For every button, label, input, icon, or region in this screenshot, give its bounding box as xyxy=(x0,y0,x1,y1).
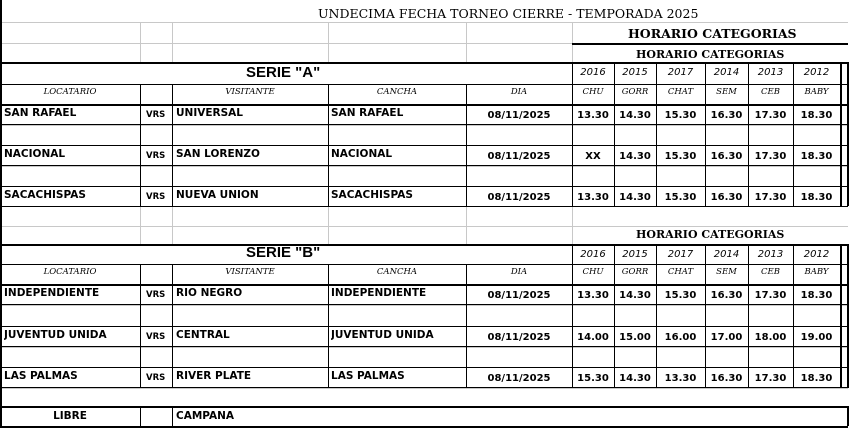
match-time: 17.30 xyxy=(754,373,787,384)
match-time: 17.30 xyxy=(754,192,787,203)
grid-line xyxy=(140,406,141,426)
col-header-locatario: LOCATARIO xyxy=(43,87,97,97)
match-field: INDEPENDIENTE xyxy=(331,287,427,299)
match-home-team: SACACHISPAS xyxy=(4,189,86,201)
grid-line xyxy=(840,244,842,264)
match-time: 13.30 xyxy=(664,373,697,384)
match-time: 18.30 xyxy=(800,151,833,162)
match-time: 14.30 xyxy=(619,192,651,203)
sheet-title: UNDECIMA FECHA TORNEO CIERRE - TEMPORADA 2025 xyxy=(318,6,699,21)
grid-line xyxy=(172,206,173,244)
grid-line xyxy=(0,388,848,389)
category-name: CHAT xyxy=(667,87,694,97)
match-vs: VRS xyxy=(146,373,166,383)
match-field: NACIONAL xyxy=(331,148,393,160)
category-year: 2016 xyxy=(580,67,606,78)
match-vs: VRS xyxy=(146,151,166,161)
match-vs: VRS xyxy=(146,290,166,300)
grid-line xyxy=(847,62,849,206)
match-time: 13.30 xyxy=(577,110,609,121)
grid-line xyxy=(0,426,848,428)
match-home-team: LAS PALMAS xyxy=(4,370,78,382)
category-name: CEB xyxy=(761,267,780,277)
grid-line xyxy=(0,84,848,85)
grid-line xyxy=(328,22,329,62)
match-date: 08/11/2025 xyxy=(487,151,551,162)
category-year: 2012 xyxy=(803,249,830,260)
category-name: SEM xyxy=(716,267,737,277)
col-header-cancha: CANCHA xyxy=(376,267,418,277)
grid-line xyxy=(0,347,848,348)
category-year: 2013 xyxy=(757,249,784,260)
match-time: 15.00 xyxy=(619,332,651,343)
match-time: 14.00 xyxy=(577,332,609,343)
match-away-team: RIVER PLATE xyxy=(176,370,252,382)
category-name: BABY xyxy=(804,267,829,277)
match-time: 16.30 xyxy=(710,290,743,301)
category-name: CHAT xyxy=(667,267,694,277)
horario-label: HORARIO CATEGORIAS xyxy=(636,48,785,61)
horario-main-label: HORARIO CATEGORIAS xyxy=(628,26,797,41)
category-year: 2015 xyxy=(622,249,648,260)
grid-line xyxy=(172,22,173,62)
libre-team: CAMPANA xyxy=(176,410,235,422)
match-vs: VRS xyxy=(146,192,166,202)
grid-line xyxy=(0,346,848,347)
col-header-dia: DIA xyxy=(510,267,528,277)
grid-line xyxy=(0,406,848,408)
match-date: 08/11/2025 xyxy=(487,373,551,384)
match-away-team: SAN LORENZO xyxy=(176,148,260,160)
grid-line xyxy=(0,125,848,126)
grid-line xyxy=(0,284,848,285)
match-time: 16.30 xyxy=(710,110,743,121)
match-time: 16.30 xyxy=(710,151,743,162)
match-field: SACACHISPAS xyxy=(331,189,413,201)
category-name: CHU xyxy=(582,267,604,277)
libre-label: LIBRE xyxy=(53,410,87,422)
category-name: SEM xyxy=(716,87,737,97)
match-date: 08/11/2025 xyxy=(487,332,551,343)
grid-line xyxy=(840,62,842,84)
match-time: 15.30 xyxy=(664,110,697,121)
match-time: XX xyxy=(585,151,601,162)
match-time: 16.30 xyxy=(710,192,743,203)
grid-line xyxy=(140,22,141,62)
col-header-cancha: CANCHA xyxy=(376,87,418,97)
grid-line xyxy=(0,62,848,64)
match-time: 15.30 xyxy=(577,373,609,384)
grid-line xyxy=(0,326,848,327)
match-away-team: CENTRAL xyxy=(176,329,230,341)
match-home-team: INDEPENDIENTE xyxy=(4,287,100,299)
match-home-team: JUVENTUD UNIDA xyxy=(4,329,107,341)
match-time: 14.30 xyxy=(619,151,651,162)
category-year: 2017 xyxy=(667,67,694,78)
grid-line xyxy=(572,22,573,62)
col-header-dia: DIA xyxy=(510,87,528,97)
match-time: 17.30 xyxy=(754,290,787,301)
match-time: 19.00 xyxy=(800,332,833,343)
grid-line xyxy=(572,43,848,45)
grid-line xyxy=(0,367,848,368)
serie-title: SERIE "A" xyxy=(246,64,321,81)
grid-line xyxy=(572,206,573,244)
grid-line xyxy=(0,124,848,125)
grid-line xyxy=(172,406,173,426)
category-year: 2016 xyxy=(580,249,606,260)
serie-title: SERIE "B" xyxy=(246,244,321,261)
grid-line xyxy=(466,206,467,244)
match-time: 17.00 xyxy=(710,332,743,343)
category-year: 2014 xyxy=(713,67,740,78)
match-time: 16.00 xyxy=(664,332,697,343)
match-home-team: NACIONAL xyxy=(4,148,66,160)
col-header-visitante: VISITANTE xyxy=(225,267,275,277)
match-time: 18.30 xyxy=(800,110,833,121)
match-time: 18.30 xyxy=(800,373,833,384)
grid-line xyxy=(0,206,848,207)
match-time: 14.30 xyxy=(619,110,651,121)
category-year: 2017 xyxy=(667,249,694,260)
category-year: 2013 xyxy=(757,67,784,78)
match-time: 18.30 xyxy=(800,290,833,301)
match-time: 16.30 xyxy=(710,373,743,384)
category-name: BABY xyxy=(804,87,829,97)
match-field: JUVENTUD UNIDA xyxy=(331,329,434,341)
match-time: 18.30 xyxy=(800,192,833,203)
match-time: 15.30 xyxy=(664,192,697,203)
match-time: 13.30 xyxy=(577,290,609,301)
category-name: GORR xyxy=(621,87,649,97)
category-year: 2015 xyxy=(622,67,648,78)
grid-line xyxy=(0,304,848,305)
grid-line xyxy=(0,104,848,105)
grid-line xyxy=(466,22,467,62)
grid-line xyxy=(0,244,848,246)
match-field: SAN RAFAEL xyxy=(331,107,404,119)
match-time: 15.30 xyxy=(664,151,697,162)
grid-line xyxy=(0,387,848,388)
category-name: CHU xyxy=(582,87,604,97)
category-year: 2014 xyxy=(713,249,740,260)
grid-line xyxy=(0,165,848,166)
match-vs: VRS xyxy=(146,332,166,342)
category-year: 2012 xyxy=(803,67,830,78)
grid-line xyxy=(0,186,848,187)
match-time: 14.30 xyxy=(619,373,651,384)
match-time: 17.30 xyxy=(754,110,787,121)
grid-line xyxy=(0,145,848,146)
match-time: 18.00 xyxy=(754,332,787,343)
grid-line xyxy=(0,305,848,306)
grid-line xyxy=(0,166,848,167)
match-away-team: RIO NEGRO xyxy=(176,287,243,299)
grid-line xyxy=(0,22,848,23)
match-home-team: SAN RAFAEL xyxy=(4,107,77,119)
horario-label: HORARIO CATEGORIAS xyxy=(636,228,785,241)
col-header-locatario: LOCATARIO xyxy=(43,267,97,277)
grid-line xyxy=(0,264,848,265)
grid-line xyxy=(140,206,141,244)
match-date: 08/11/2025 xyxy=(487,192,551,203)
match-time: 17.30 xyxy=(754,151,787,162)
grid-line xyxy=(847,406,849,426)
match-date: 08/11/2025 xyxy=(487,110,551,121)
grid-line xyxy=(0,0,2,428)
match-date: 08/11/2025 xyxy=(487,290,551,301)
match-time: 13.30 xyxy=(577,192,609,203)
match-vs: VRS xyxy=(146,110,166,120)
match-time: 15.30 xyxy=(664,290,697,301)
col-header-visitante: VISITANTE xyxy=(225,87,275,97)
match-field: LAS PALMAS xyxy=(331,370,405,382)
match-away-team: NUEVA UNION xyxy=(176,189,259,201)
match-time: 14.30 xyxy=(619,290,651,301)
grid-line xyxy=(0,226,848,227)
category-name: CEB xyxy=(761,87,780,97)
match-away-team: UNIVERSAL xyxy=(176,107,243,119)
category-name: GORR xyxy=(621,267,649,277)
grid-line xyxy=(328,206,329,244)
